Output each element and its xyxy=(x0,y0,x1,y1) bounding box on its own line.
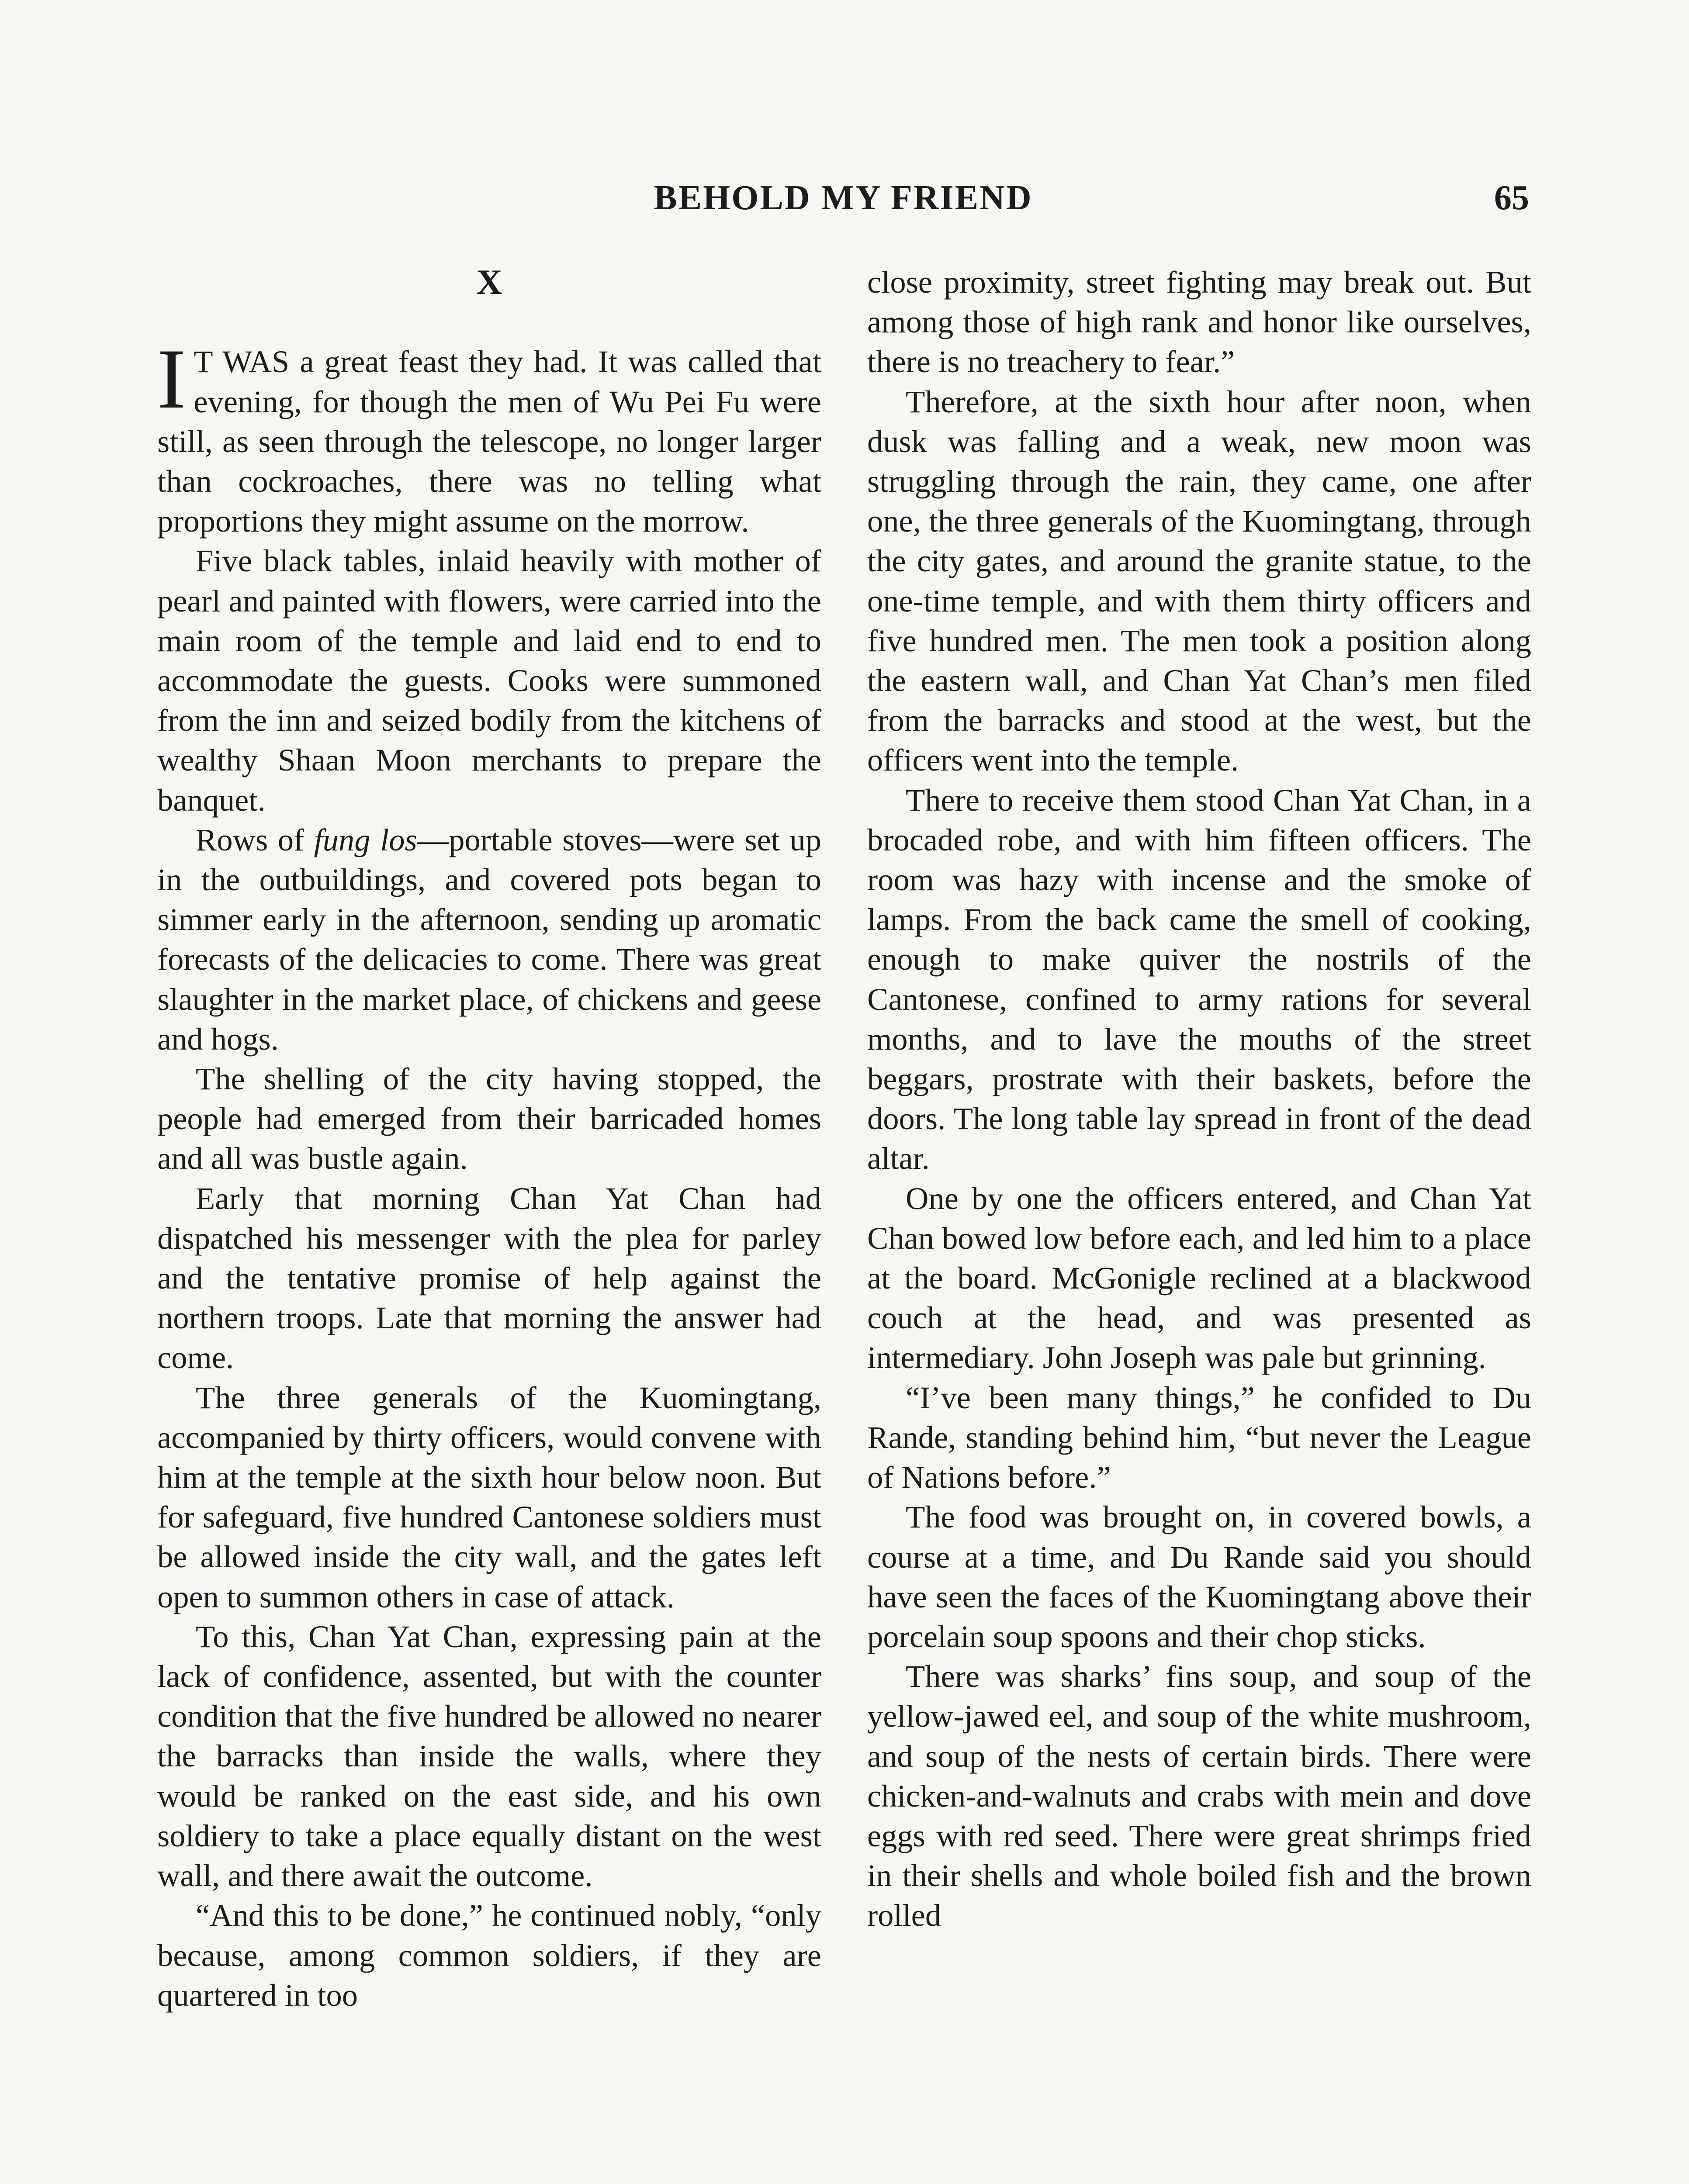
paragraph: Therefore, at the sixth hour after noon, when dusk was falling and a weak, new moon was struggling through the rain, they came, one after one, the three generals of the Kuomingtang, through the city gates, and around the granite statue, to the one-time temple, and with them thirty officers and five hundred men. The men took a position along the eastern wall, and Chan Yat Chan’s men filed from the barracks and stood at the west, but the officers went into the temple. xyxy=(867,384,1531,778)
paragraph-fung-los-lead: Rows of xyxy=(196,822,314,857)
paragraph: The shelling of the city having stopped, the people had emerged from their barricaded homes and all was bustle again. xyxy=(157,1061,821,1176)
paragraph-fung-los-rest: —portable stoves—were set up in the outbuildings, and covered pots began to simmer early in the afternoon, sending up aromatic forecasts of the delicacies to come. There was great slaughter in the market place, of chickens and geese and hogs. xyxy=(157,822,822,1057)
opening-paragraph xyxy=(157,332,821,541)
paragraph: “I’ve been many things,” he confided to Du Rande, standing behind him, “but never the League of Nations before.” xyxy=(867,1379,1531,1495)
paragraph: “And this to be done,” he continued nobly, “only because, among common soldiers, if they are quartered in too xyxy=(157,1897,821,2013)
page-number: 65 xyxy=(1494,179,1529,217)
opening-paragraph-text: a great feast they had. It was called that evening, for though the men of Wu Pei Fu were still, as seen through the telescope, no longer larger than cockroaches, there was no telling what proportions they might assume on the morrow. xyxy=(157,344,821,539)
paragraph: The three generals of the Kuomingtang, accompanied by thirty officers, would convene with him at the temple at the sixth hour below noon. But for safeguard, five hundred Cantonese soldiers must be allowed inside the city wall, and the gates left open to summon others in case of attack. xyxy=(157,1379,821,1614)
paragraph: Five black tables, inlaid heavily with mother of pearl and painted with flowers, were carried into the main room of the temple and laid end to end to accommodate the guests. Cooks were summoned from the inn and seized bodily from the kitchens of wealthy Shaan Moon merchants to prepare the banquet. xyxy=(157,543,821,818)
paragraph-continuation: close proximity, street fighting may break out. But among those of high rank and honor like ourselves, there is no treachery to fear.” xyxy=(867,264,1531,380)
right-column xyxy=(867,262,1531,1935)
paragraph: To this, Chan Yat Chan, expressing pain at the lack of confidence, assented, but with the counter condition that the five hundred be allowed no nearer the barracks than inside the walls, where they would be ranked on the east side, and his own soldiery to take a place equally distant on the west wall, and there await the outcome. xyxy=(157,1618,821,1894)
paragraph: Early that morning Chan Yat Chan had dispatched his messenger with the plea for parley and the tentative promise of help against the northern troops. Late that morning the answer had come. xyxy=(157,1180,821,1375)
paragraph-fung-los xyxy=(157,820,821,1059)
running-head xyxy=(157,174,1529,222)
fung-los-italic: fung los xyxy=(314,822,417,857)
opening-small-caps: T WAS xyxy=(194,344,290,380)
paragraph: There was sharks’ fins soup, and soup of the yellow-jawed eel, and soup of the white mushroom, and soup of the nests of certain birds. There were chicken-and-walnuts and crabs with mein and dove eggs with red seed. There were great shrimps fried in their shells and whole boiled fish and the brown rolled xyxy=(867,1659,1531,1933)
running-title: BEHOLD MY FRIEND xyxy=(654,179,1033,217)
paragraph: The food was brought on, in covered bowls, a course at a time, and Du Rande said you should have seen the faces of the Kuomingtang above their porcelain soup spoons and their chop sticks. xyxy=(867,1499,1531,1654)
paragraph: There to receive them stood Chan Yat Chan, in a brocaded robe, and with him fifteen officers. The room was hazy with incense and the smoke of lamps. From the back came the smell of cooking, enough to make quiver the nostrils of the Cantonese, confined to army rations for several months, and to lave the mouths of the street beggars, prostrate with their baskets, before the doors. The long table lay spread in front of the dead altar. xyxy=(867,782,1531,1176)
drop-cap: I xyxy=(157,332,186,427)
left-column xyxy=(157,262,821,2015)
chapter-heading: X xyxy=(476,262,502,302)
paragraph: One by one the officers entered, and Chan Yat Chan bowed low before each, and led him to a place at the board. McGonigle reclined at a blackwood couch at the head, and was presented as intermediary. John Joseph was pale but grinning. xyxy=(867,1180,1531,1375)
